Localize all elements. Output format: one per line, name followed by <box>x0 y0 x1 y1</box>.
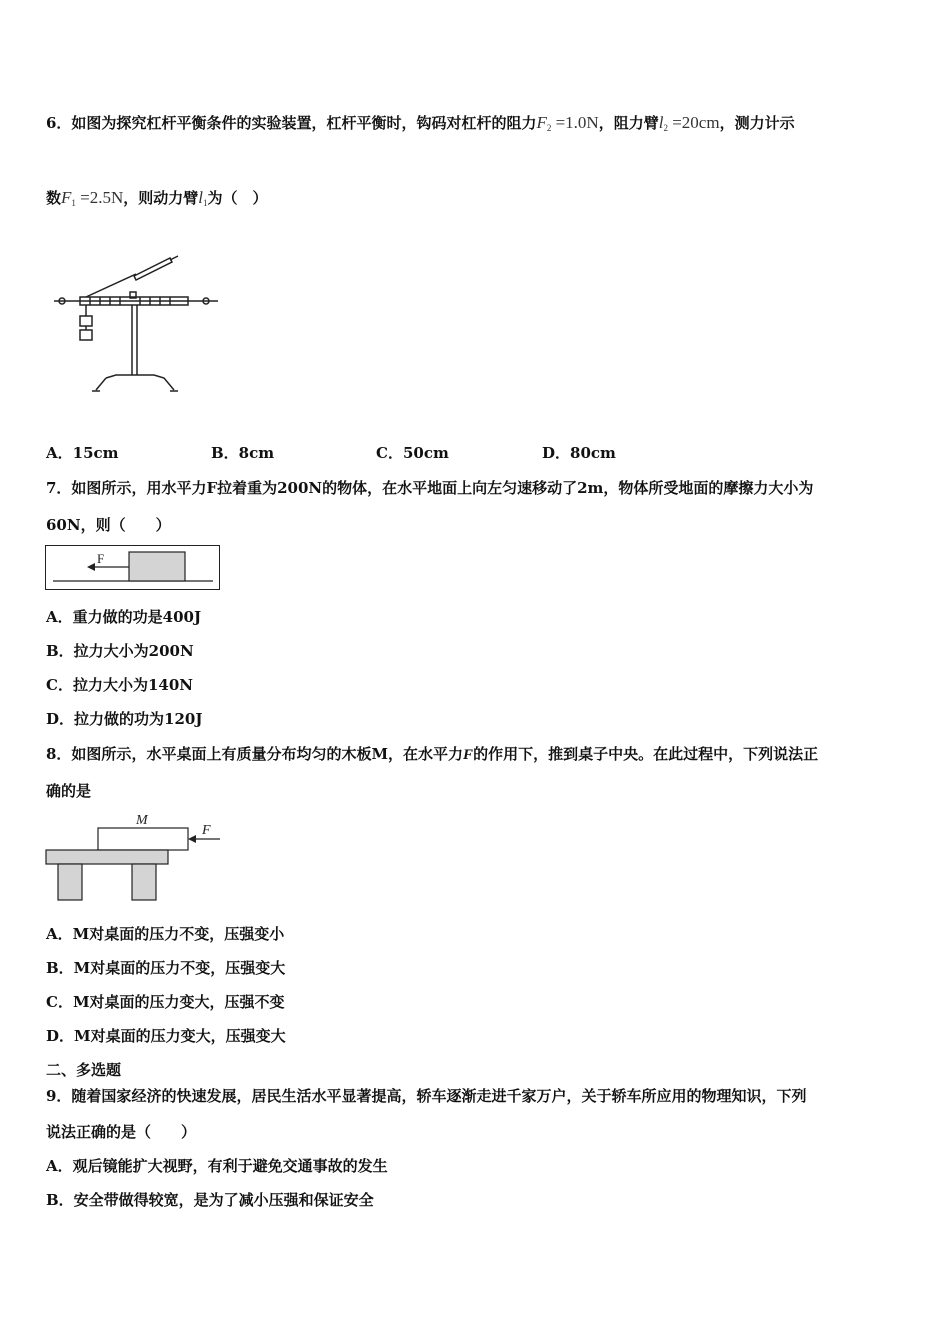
q7-force-label: F <box>97 551 105 566</box>
q7-option-d[interactable]: D．拉力做的功为120J <box>46 710 203 728</box>
q8-option-a[interactable]: A．M对桌面的压力不变，压强变小 <box>46 925 285 943</box>
q6-text-before: 6．如图为探究杠杆平衡条件的实验装置，杠杆平衡时，钩码对杠杆的阻力 <box>46 114 537 132</box>
q8-option-b[interactable]: B．M对桌面的压力不变，压强变大 <box>46 959 286 977</box>
q6-line1 <box>46 113 795 138</box>
q7-option-c[interactable]: C．拉力大小为140N <box>46 676 193 694</box>
q7-line1: 7．如图所示，用水平力F拉着重为200N的物体，在水平地面上向左匀速移动了2m，物体所受地面的摩擦力大小为 <box>46 479 814 497</box>
q6-option-d[interactable]: D．80cm <box>542 444 616 462</box>
q8-option-d[interactable]: D．M对桌面的压力变大，压强变大 <box>46 1027 286 1045</box>
q6-l2-formula: $l_2 =20cm$ <box>658 113 720 133</box>
table-board-figure <box>44 810 224 904</box>
q6-text-after: ，测力计示 <box>719 114 795 132</box>
q8-option-c[interactable]: C．M对桌面的压力变大，压强不变 <box>46 993 285 1011</box>
q8-line2: 确的是 <box>46 782 92 800</box>
q8-board-label: M <box>136 813 148 828</box>
q7-line2: 60N，则（ ） <box>46 516 171 534</box>
q6-option-b[interactable]: B．8cm <box>211 444 275 462</box>
q7-option-b[interactable]: B．拉力大小为200N <box>46 642 194 660</box>
block-pull-figure <box>45 545 221 591</box>
q9-option-a[interactable]: A．观后镜能扩大视野，有利于避免交通事故的发生 <box>46 1157 388 1175</box>
q6-option-a[interactable]: A．15cm <box>46 444 119 462</box>
q8-line1: 8．如图所示，水平桌面上有质量分布均匀的木板M，在水平力F的作用下，推到桌子中央。在此过程中，下列说法正 <box>46 745 819 763</box>
section-heading: 二、多选题 <box>46 1061 122 1079</box>
q9-line2: 说法正确的是（ ） <box>46 1123 197 1141</box>
q6-line2: 数$F_1 =2.5N$，则动力臂$l_1$为（ ） <box>46 188 268 208</box>
q6-f1-formula: $F_1 =2.5N$ <box>61 188 124 208</box>
q7-option-a[interactable]: A．重力做的功是400J <box>46 608 202 626</box>
q6-text-mid: ，阻力臂 <box>598 114 659 132</box>
q6-f2-formula: $F_2 =1.0N$ <box>536 113 599 133</box>
q9-line1: 9．随着国家经济的快速发展，居民生活水平显著提高，轿车逐渐走进千家万户，关于轿车所应用的物理知识，下列 <box>46 1087 807 1105</box>
q9-option-b[interactable]: B．安全带做得较宽，是为了减小压强和保证安全 <box>46 1191 374 1209</box>
q6-option-c[interactable]: C．50cm <box>376 444 449 462</box>
lever-apparatus-figure <box>46 250 226 400</box>
q8-force-label: F <box>202 823 211 838</box>
q6-l1-symbol: $l_1$ <box>198 188 208 208</box>
